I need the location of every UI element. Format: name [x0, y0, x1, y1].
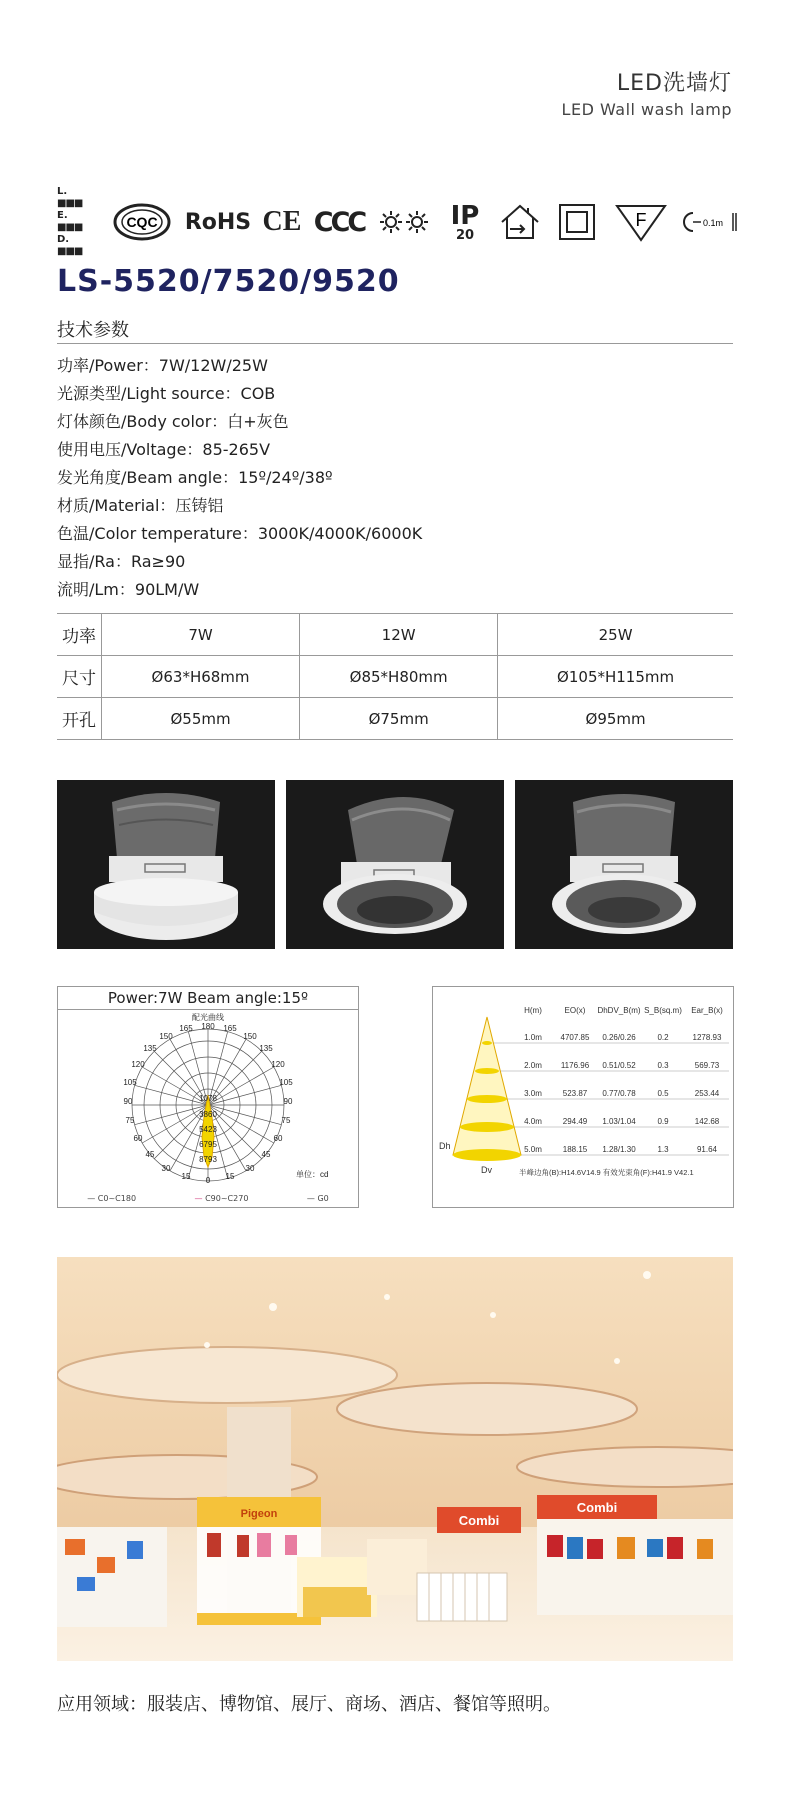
- radial-value: 1078: [199, 1094, 217, 1103]
- section-divider: [57, 343, 733, 344]
- beam-cell: 4.0m: [524, 1117, 542, 1126]
- row-head: 尺寸: [57, 656, 102, 698]
- table-cell: Ø85*H80mm: [300, 656, 498, 698]
- row-head: 功率: [57, 614, 102, 656]
- angle-label: 45: [261, 1150, 271, 1159]
- table-cell: Ø95mm: [498, 698, 733, 740]
- beam-cell: 0.77/0.78: [602, 1089, 636, 1098]
- ce-logo: CE: [262, 206, 302, 237]
- beam-cell: 91.64: [696, 1145, 718, 1154]
- table-cell: Ø55mm: [102, 698, 300, 740]
- polar-grid-spoke: [208, 1105, 281, 1125]
- beam-header: EO(x): [564, 1006, 586, 1015]
- polar-title: 配光曲线: [192, 1013, 224, 1022]
- polar-plot: [58, 1017, 358, 1187]
- angle-label: 90: [283, 1097, 293, 1106]
- table-cell: 7W: [102, 614, 300, 656]
- polar-grid-spoke: [208, 1085, 281, 1105]
- angle-label: 180: [201, 1022, 215, 1031]
- table-cell: Ø105*H115mm: [498, 656, 733, 698]
- size-table: [57, 613, 733, 740]
- radial-value: 5423: [199, 1125, 217, 1134]
- polar-legend: [58, 1194, 358, 1203]
- radial-value: 3860: [199, 1110, 217, 1119]
- angle-label: 135: [259, 1044, 273, 1053]
- beam-cell: 142.68: [694, 1117, 720, 1126]
- spec-power: 功率/Power：7W/12W/25W: [57, 356, 268, 375]
- application-description: 应用领域：服装店、博物馆、展厅、商场、酒店、餐馆等照明。: [57, 1694, 561, 1715]
- polar-header: Power:7W Beam angle:15º: [58, 987, 358, 1010]
- beam-cell: 1278.93: [692, 1033, 722, 1042]
- product-title-cn: LED洗墙灯: [616, 71, 732, 96]
- beam-cell: 188.15: [562, 1145, 588, 1154]
- beam-cell: 0.9: [657, 1117, 669, 1126]
- beam-cell: 1.03/1.04: [602, 1117, 636, 1126]
- polar-grid-spoke: [135, 1085, 208, 1105]
- beam-cell: 0.51/0.52: [602, 1061, 636, 1070]
- spec-beam-angle: 发光角度/Beam angle：15º/24º/38º: [57, 468, 333, 487]
- indoor-house-icon: [497, 200, 543, 244]
- legend-label: G0: [317, 1194, 329, 1203]
- polar-distribution-chart: [57, 986, 359, 1208]
- cqc-text: CQC: [126, 214, 158, 230]
- rohs-logo: RoHS: [184, 209, 252, 235]
- section-title: 技术参数: [57, 320, 129, 341]
- product-photo-black-reflector: [286, 780, 504, 949]
- product-photo-grey-reflector: [515, 780, 733, 949]
- spec-voltage: 使用电压/Voltage：85-265V: [57, 440, 271, 459]
- angle-label: 105: [123, 1078, 137, 1087]
- angle-label: 90: [123, 1097, 133, 1106]
- angle-label: 15: [225, 1172, 235, 1181]
- row-head: 开孔: [57, 698, 102, 740]
- legend-c90: — C90~C270: [194, 1194, 249, 1203]
- legend-g0: — G0: [306, 1194, 329, 1203]
- beam-cell: 253.44: [694, 1089, 720, 1098]
- dh-label: Dh: [439, 1141, 451, 1151]
- table-row: [57, 698, 733, 740]
- angle-label: 0: [205, 1176, 211, 1185]
- application-scene-photo: [57, 1257, 733, 1661]
- beam-cell: 569.73: [694, 1061, 720, 1070]
- radial-value: 6795: [199, 1140, 217, 1149]
- polar-grid-spoke: [135, 1105, 208, 1125]
- f-mark-text: F: [635, 210, 647, 230]
- polar-grid-spoke: [208, 1067, 274, 1105]
- legend-c0: — C0~C180: [87, 1194, 137, 1203]
- beam-cell: 1.3: [657, 1145, 669, 1154]
- spec-list: [57, 352, 733, 604]
- angle-label: 165: [223, 1024, 237, 1033]
- store-sign-combi-2: Combi: [576, 1500, 618, 1515]
- cqc-logo-icon: [113, 200, 171, 244]
- angle-label: 45: [145, 1150, 155, 1159]
- beam-cell: 0.26/0.26: [602, 1033, 636, 1042]
- spec-lumen: 流明/Lm：90LM/W: [57, 580, 200, 599]
- table-row: [57, 656, 733, 698]
- table-cell: Ø63*H68mm: [102, 656, 300, 698]
- store-sign-combi-1: Combi: [458, 1513, 500, 1528]
- angle-label: 150: [159, 1032, 173, 1041]
- certification-bar: [57, 186, 743, 257]
- angle-label: 120: [131, 1060, 145, 1069]
- polar-unit: 单位：cd: [296, 1170, 329, 1179]
- spec-material: 材质/Material：压铸铝: [57, 496, 224, 515]
- angle-label: 15: [181, 1172, 191, 1181]
- ip20-rating: [445, 200, 485, 244]
- beam-header: S_B(sq.m): [644, 1006, 682, 1015]
- led-letter-d: D.: [57, 234, 70, 245]
- angle-label: 105: [279, 1078, 293, 1087]
- beam-header: Ear_B(x): [691, 1006, 723, 1015]
- beam-cell: 0.3: [657, 1061, 669, 1070]
- dv-label: Dv: [481, 1165, 492, 1175]
- beam-cell: 5.0m: [524, 1145, 542, 1154]
- f-mark-icon: [613, 200, 669, 244]
- led-efficiency-icon: L. ■■■ E. ■■■ D. ■■■: [57, 186, 83, 257]
- table-row: [57, 614, 733, 656]
- radial-value: 8793: [199, 1155, 217, 1164]
- product-title-en: LED Wall wash lamp: [561, 100, 732, 119]
- angle-label: 30: [245, 1164, 255, 1173]
- beam-cell: 3.0m: [524, 1089, 542, 1098]
- class-two-icon: [555, 200, 599, 244]
- beam-cell: 2.0m: [524, 1061, 542, 1070]
- beam-cell: 523.87: [562, 1089, 588, 1098]
- angle-label: 120: [271, 1060, 285, 1069]
- led-letter-l: L.: [57, 186, 68, 197]
- beam-header: DhDV_B(m): [597, 1006, 641, 1015]
- beam-footer: 半峰边角(B):H14.6V14.9 有效光束角(F):H41.9 V42.1: [519, 1168, 694, 1177]
- angle-label: 150: [243, 1032, 257, 1041]
- model-number: LS-5520/7520/9520: [57, 264, 400, 299]
- table-cell: 25W: [498, 614, 733, 656]
- angle-label: 75: [125, 1116, 135, 1125]
- angle-label: 30: [161, 1164, 171, 1173]
- product-photo-white: [57, 780, 275, 949]
- angle-label: 165: [179, 1024, 193, 1033]
- spec-body-color: 灯体颜色/Body color：白+灰色: [57, 412, 289, 431]
- spec-light-source: 光源类型/Light source：COB: [57, 384, 276, 403]
- store-sign-pigeon: Pigeon: [240, 1508, 278, 1520]
- angle-label: 135: [143, 1044, 157, 1053]
- beam-header: H(m): [524, 1006, 542, 1015]
- legend-label: C90~C270: [205, 1194, 249, 1203]
- dimmable-sun-icon: [377, 200, 433, 244]
- beam-cell: 0.5: [657, 1089, 669, 1098]
- angle-label: 60: [273, 1134, 283, 1143]
- beam-illuminance-chart: [432, 986, 734, 1208]
- legend-label: C0~C180: [97, 1194, 137, 1203]
- beam-cell: 4707.85: [560, 1033, 590, 1042]
- beam-cone-plot: [433, 987, 733, 1207]
- polar-grid-spoke: [208, 1105, 274, 1143]
- beam-cell: 1.28/1.30: [602, 1145, 636, 1154]
- angle-label: 60: [133, 1134, 143, 1143]
- ccc-logo: CCC: [313, 206, 365, 238]
- ip-text: IP: [450, 200, 480, 231]
- angle-label: 75: [281, 1116, 291, 1125]
- spec-color-temperature: 色温/Color temperature：3000K/4000K/6000K: [57, 524, 423, 543]
- beam-cell: 294.49: [562, 1117, 588, 1126]
- distance-icon: [683, 200, 743, 244]
- beam-cell: 1.0m: [524, 1033, 542, 1042]
- table-cell: Ø75mm: [300, 698, 498, 740]
- ip-number: 20: [455, 227, 475, 243]
- distance-text: 0.1m: [703, 218, 724, 228]
- table-cell: 12W: [300, 614, 498, 656]
- spec-ra: 显指/Ra：Ra≥90: [57, 552, 186, 571]
- led-letter-e: E.: [57, 210, 68, 221]
- beam-cell: 1176.96: [560, 1061, 590, 1070]
- beam-cell: 0.2: [657, 1033, 669, 1042]
